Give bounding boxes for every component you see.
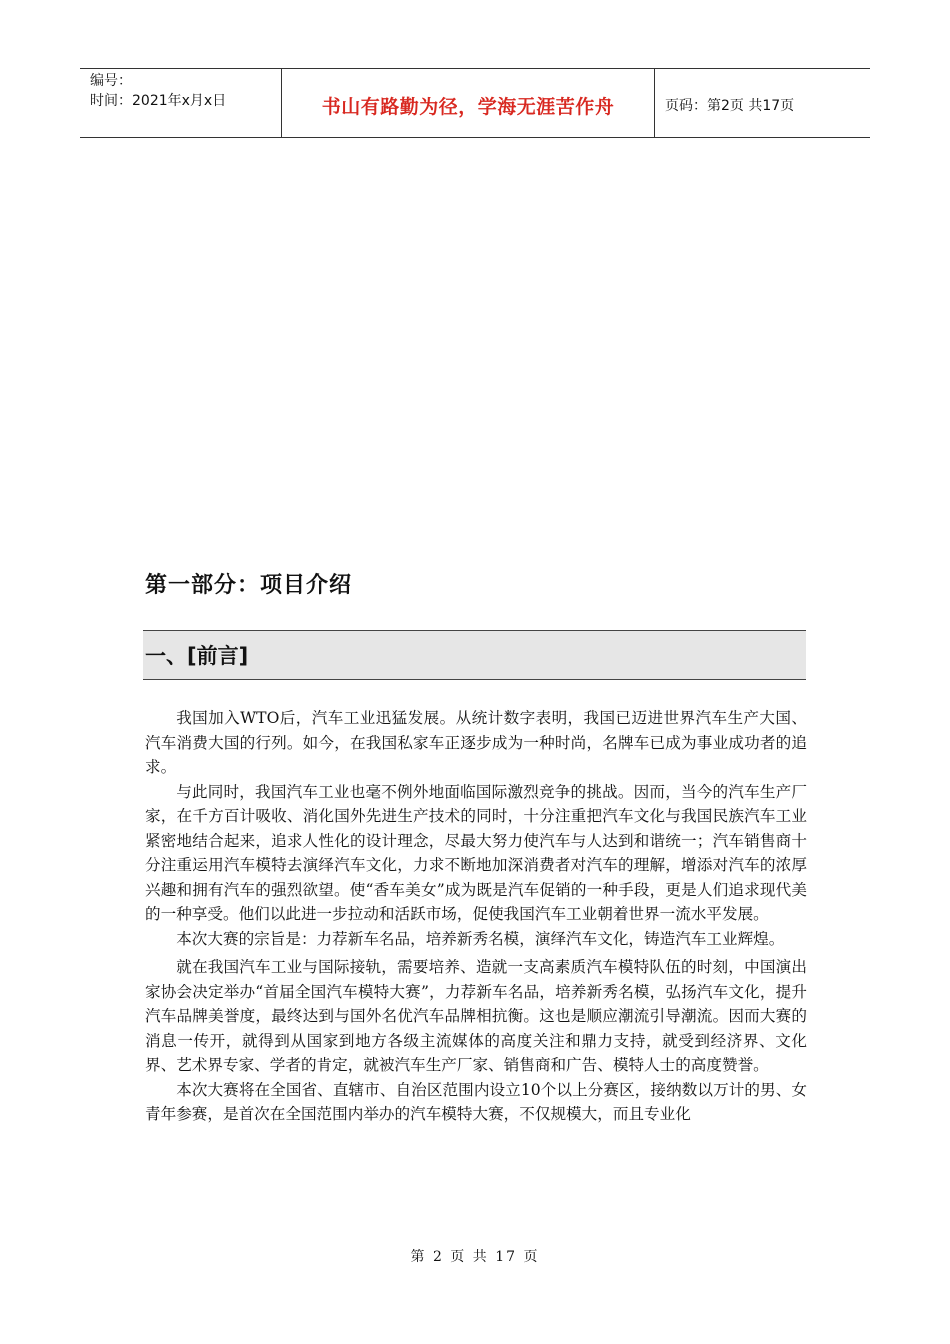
page-footer: 第 2 页 共 17 页 [410, 1249, 540, 1265]
body-text [145, 706, 807, 1127]
paragraph: 与此同时，我国汽车工业也毫不例外地面临国际激烈竞争的挑战。因而，当今的汽车生产厂家，在千方百计吸收、消化国外先进生产技术的同时，十分注重把汽车文化与我国民族汽车工业紧密地结合起来，追求人性化的设计理念，尽最大努力使汽车与人达到和谐统一；汽车销售商十分注重运用汽车模特去演绎汽车文化，力求不断地加深消费者对汽车的理解，增添对汽车的浓厚兴趣和拥有汽车的强烈欲望。使“香车美女”成为既是汽车促销的一种手段，更是人们追求现代美的一种享受。他们以此进一步拉动和活跃市场，促使我国汽车工业朝着世界一流水平发展。 [145, 782, 807, 923]
paragraph: 本次大赛的宗旨是：力荐新车名品，培养新秀名模，演绎汽车文化，铸造汽车工业辉煌。 [176, 929, 785, 948]
header-page-info: 页码：第2页 共17页 [665, 98, 795, 114]
part-title: 第一部分：项目介绍 [145, 573, 353, 598]
paragraph: 本次大赛将在全国省、直辖市、自治区范围内设立10个以上分赛区，接纳数以万计的男、女青年参赛，是首次在全国范围内举办的汽车模特大赛，不仅规模大，而且专业化 [145, 1080, 807, 1123]
document-header [80, 68, 870, 138]
header-motto-cell [282, 69, 655, 137]
document-number-label: 编号： [90, 73, 132, 89]
document-time-label: 时间：2021年x月x日 [90, 93, 227, 109]
section-title: 一、[前言] [145, 644, 249, 668]
paragraph: 我国加入WTO后，汽车工业迅猛发展。从统计数字表明，我国已迈进世界汽车生产大国、汽车消费大国的行列。如今，在我国私家车正逐步成为一种时尚，名牌车已成为事业成功者的追求。 [145, 709, 807, 776]
header-page-cell [655, 69, 870, 137]
paragraph: 就在我国汽车工业与国际接轨，需要培养、造就一支高素质汽车模特队伍的时刻，中国演出家协会决定举办“首届全国汽车模特大赛”，力荐新车名品，培养新秀名模，弘扬汽车文化，提升汽车品牌美誉度，最终达到与国外名优汽车品牌相抗衡。这也是顺应潮流引导潮流。因而大赛的消息一传开，就得到从国家到地方各级主流媒体的高度关注和鼎力支持，就受到经济界、文化界、艺术界专家、学者的肯定，就被汽车生产厂家、销售商和广告、模特人士的高度赞誉。 [145, 958, 807, 1074]
header-motto: 书山有路勤为径，学海无涯苦作舟 [321, 95, 615, 118]
header-meta-cell [80, 69, 282, 137]
section-heading-bar [143, 630, 806, 680]
